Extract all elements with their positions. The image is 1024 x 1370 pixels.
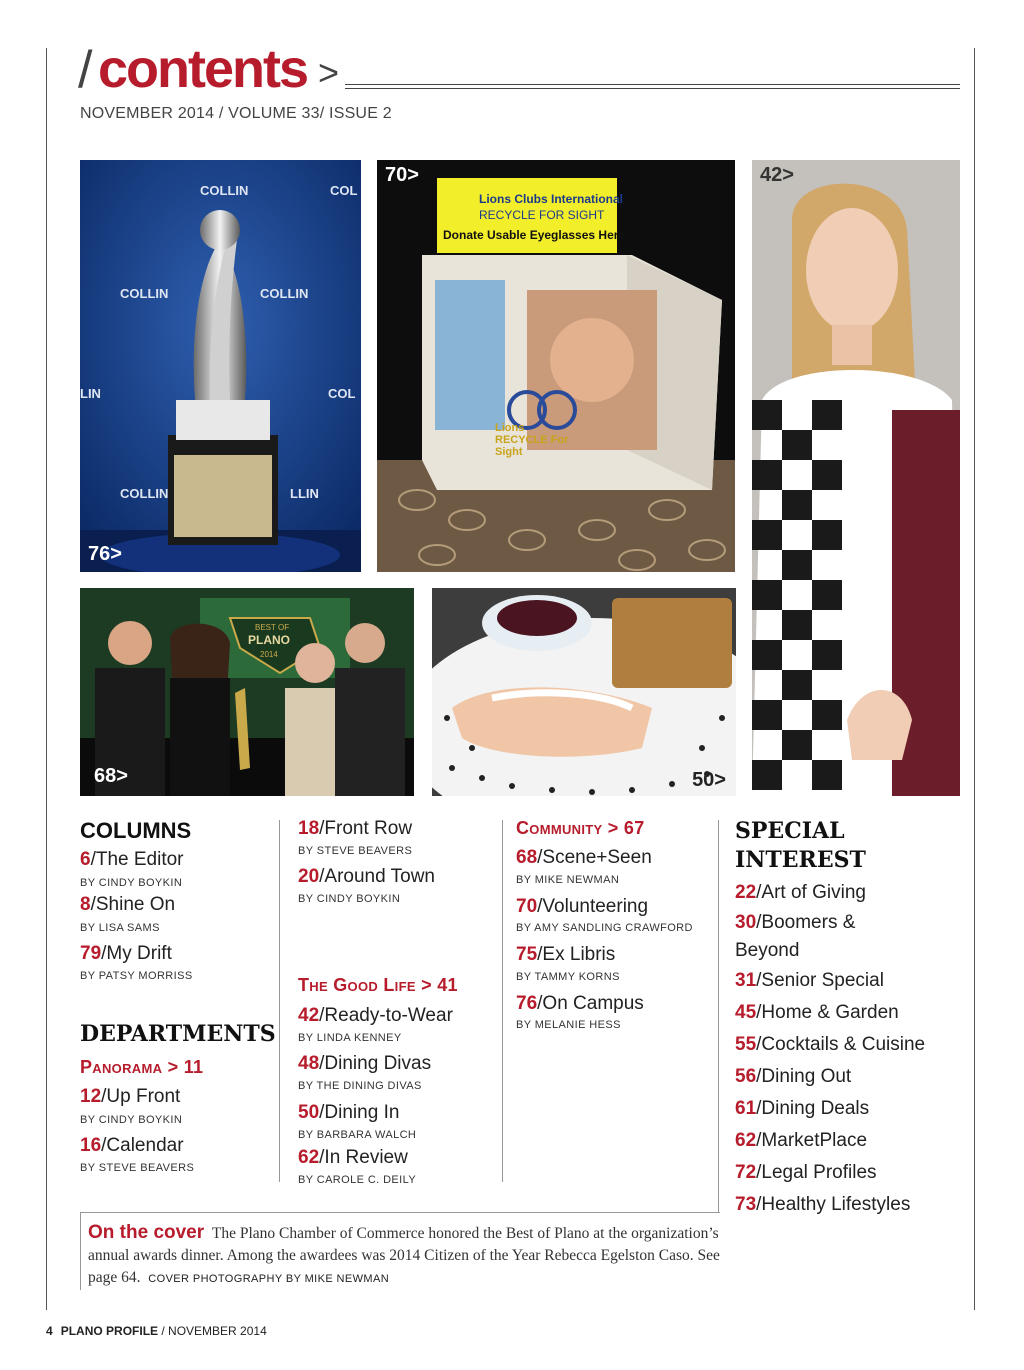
byline: BY LINDA KENNEY xyxy=(298,1032,402,1044)
column-divider xyxy=(502,820,503,1182)
special-interest-heading: SPECIAL xyxy=(735,818,845,844)
svg-text:COLLIN: COLLIN xyxy=(260,286,309,301)
byline: BY CINDY BOYKIN xyxy=(80,1114,183,1126)
byline: BY BARBARA WALCH xyxy=(298,1129,417,1141)
svg-text:LIN: LIN xyxy=(80,386,101,401)
dining-in-photo[interactable] xyxy=(432,588,736,796)
svg-text:COLLIN: COLLIN xyxy=(120,286,169,301)
title-arrow: > xyxy=(318,52,340,93)
toc-entry[interactable]: 61/Dining Deals xyxy=(735,1098,870,1119)
toc-entry[interactable]: 31/Senior Special xyxy=(735,970,884,991)
page-title: contents xyxy=(98,39,308,99)
toc-entry[interactable]: 72/Legal Profiles xyxy=(735,1162,877,1183)
toc-entry[interactable]: 62/In Review xyxy=(298,1147,408,1168)
page-footer xyxy=(46,1324,267,1338)
svg-text:COLLIN: COLLIN xyxy=(120,486,169,501)
sign-line2: PLANO xyxy=(248,633,290,647)
special-interest-heading: INTEREST xyxy=(735,847,866,873)
toc-entry[interactable]: 6/The Editor xyxy=(80,849,184,870)
toc-entry[interactable]: 30/Boomers & xyxy=(735,912,856,933)
trophy-illustration xyxy=(80,160,361,572)
banner-line3: Donate Usable Eyeglasses Here xyxy=(443,228,626,242)
title-slash: / xyxy=(78,41,93,99)
svg-text:COL: COL xyxy=(330,183,358,198)
sign-line3: 2014 xyxy=(260,650,278,659)
byline: BY TAMMY KORNS xyxy=(516,971,620,983)
toc-entry[interactable]: 16/Calendar xyxy=(80,1135,184,1156)
cover-caption xyxy=(88,1222,728,1290)
toc-entry[interactable]: 73/Healthy Lifestyles xyxy=(735,1194,911,1215)
toc-entry[interactable]: 68/Scene+Seen xyxy=(516,847,652,868)
box-logo-text: Lions RECYCLE For Sight xyxy=(495,422,569,458)
right-border xyxy=(974,48,975,1310)
byline: BY THE DINING DIVAS xyxy=(298,1080,422,1092)
publication-name: PLANO PROFILE xyxy=(60,1324,159,1338)
toc-entry[interactable]: 62/MarketPlace xyxy=(735,1130,868,1151)
toc-entry[interactable]: 79/My Drift xyxy=(80,943,172,964)
photo-page-tag: 76> xyxy=(88,543,122,565)
photo-page-tag: 70> xyxy=(385,164,419,186)
photo-page-tag: 68> xyxy=(94,765,128,787)
good-life-heading[interactable]: The Good Life > 41 xyxy=(298,975,458,995)
toc-entry[interactable]: 45/Home & Garden xyxy=(735,1002,899,1023)
byline: BY CAROLE C. DEILY xyxy=(298,1174,417,1186)
title-rule xyxy=(345,84,960,85)
byline: BY MELANIE HESS xyxy=(516,1019,621,1031)
column-divider xyxy=(279,820,280,1182)
cover-box-border xyxy=(80,1212,81,1290)
byline: BY AMY SANDLING CRAWFORD xyxy=(516,922,693,934)
departments-heading: DEPARTMENTS xyxy=(80,1021,276,1047)
toc-entry[interactable]: 42/Ready-to-Wear xyxy=(298,1005,453,1026)
cover-heading: On the cover xyxy=(88,1222,205,1243)
model-illustration xyxy=(752,160,960,796)
svg-text:COL: COL xyxy=(328,386,356,401)
cover-description: The Plano Chamber of Commerce honored the Best of Plano at the organization’s annual awards dinner. Among the awardees was 2014 Citizen of the Year Rebecca Egelston Caso. See page 64. xyxy=(88,1225,720,1286)
lions-recycle-photo[interactable] xyxy=(377,160,735,572)
toc-entry[interactable]: 56/Dining Out xyxy=(735,1066,852,1087)
toc-entry[interactable]: 75/Ex Libris xyxy=(516,944,616,965)
columns-heading: COLUMNS xyxy=(80,818,192,843)
banner-line2: RECYCLE FOR SIGHT xyxy=(479,208,605,222)
toc-entry[interactable]: 8/Shine On xyxy=(80,894,176,915)
toc-entry[interactable]: 76/On Campus xyxy=(516,993,644,1014)
byline: BY CINDY BOYKIN xyxy=(298,893,401,905)
issue-info: NOVEMBER 2014 / VOLUME 33/ ISSUE 2 xyxy=(80,105,392,122)
toc-entry[interactable]: 55/Cocktails & Cuisine xyxy=(735,1034,926,1055)
byline: BY LISA SAMS xyxy=(80,922,160,934)
byline: BY PATSY MORRISS xyxy=(80,970,193,982)
toc-entry[interactable]: 20/Around Town xyxy=(298,866,435,887)
toc-entry-continued: Beyond xyxy=(735,940,800,961)
byline: BY CINDY BOYKIN xyxy=(80,877,183,889)
community-heading[interactable]: Community > 67 xyxy=(516,818,645,838)
toc-entry[interactable]: 12/Up Front xyxy=(80,1086,181,1107)
trophy-photo[interactable] xyxy=(80,160,361,572)
byline: BY STEVE BEAVERS xyxy=(80,1162,195,1174)
toc-entry[interactable]: 50/Dining In xyxy=(298,1102,400,1123)
food-illustration xyxy=(432,588,736,796)
svg-text:COLLIN: COLLIN xyxy=(200,183,249,198)
best-of-plano-photo[interactable] xyxy=(80,588,414,796)
title-rule xyxy=(345,88,960,89)
toc-entry[interactable]: 70/Volunteering xyxy=(516,896,649,917)
left-border xyxy=(46,48,47,1310)
footer-date: / NOVEMBER 2014 xyxy=(161,1324,267,1338)
cover-credit: COVER PHOTOGRAPHY BY MIKE NEWMAN xyxy=(148,1273,390,1285)
model-photo[interactable] xyxy=(752,160,960,796)
toc-entry[interactable]: 18/Front Row xyxy=(298,818,413,839)
page-number: 4 xyxy=(46,1324,53,1338)
column-divider xyxy=(718,820,719,1212)
photo-page-tag: 42> xyxy=(760,164,794,186)
toc-entry[interactable]: 22/Art of Giving xyxy=(735,882,866,903)
banner-line1: Lions Clubs International xyxy=(479,192,624,206)
sign-line1: BEST OF xyxy=(255,623,290,632)
svg-text:LLIN: LLIN xyxy=(290,486,319,501)
byline: BY MIKE NEWMAN xyxy=(516,874,620,886)
group-illustration xyxy=(80,588,414,796)
byline: BY STEVE BEAVERS xyxy=(298,845,413,857)
toc-entry[interactable]: 48/Dining Divas xyxy=(298,1053,432,1074)
photo-page-tag: 50> xyxy=(692,769,726,791)
panorama-heading[interactable]: Panorama > 11 xyxy=(80,1057,204,1077)
cover-box-border xyxy=(80,1212,720,1213)
